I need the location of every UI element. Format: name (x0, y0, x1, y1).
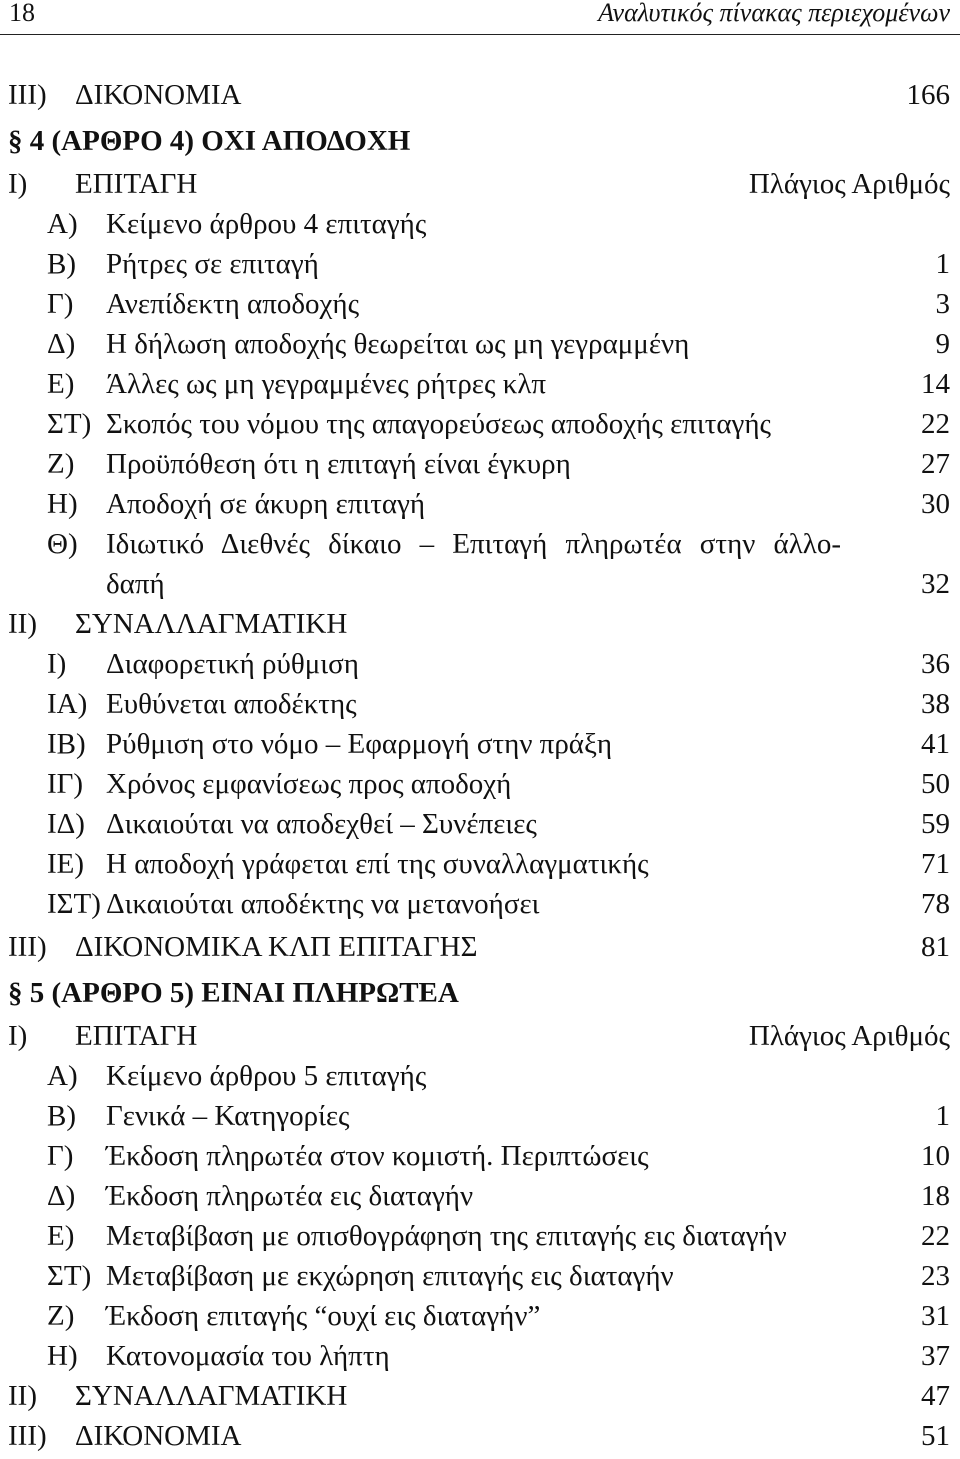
toc-entry: Α) Κείμενο άρθρου 5 επιταγής (47, 1060, 427, 1092)
entry-page: 51 (921, 1420, 950, 1452)
toc-entry: Δ) Η δήλωση αποδοχής θεωρείται ως μη γεγραμμένη 9 (47, 328, 950, 360)
toc-entry: Β) Γενικά – Κατηγορίες 1 (47, 1100, 950, 1132)
toc-entry: ΙΣΤ) Δικαιούται αποδέκτης να μετανοήσει 78 (47, 888, 950, 920)
entry-text-line: Ιδιωτικό Διεθνές δίκαιο – Επιταγή πληρωτέα στην άλλο- (106, 528, 841, 560)
entry-label: ΙΙΙ) (8, 1420, 47, 1452)
toc-entry: Η) Αποδοχή σε άκυρη επιταγή 30 (47, 488, 950, 520)
entry-label: ΙΙΙ) (8, 79, 47, 111)
section-5-heading (0, 970, 960, 1016)
toc-entry: Ε) Μεταβίβαση με οπισθογράφηση της επιταγής εις διαταγήν 22 (47, 1220, 950, 1252)
entry-page: 81 (921, 931, 950, 963)
entry-label: Ι) (8, 1020, 28, 1052)
entry-label: ΙΙ) (8, 608, 37, 640)
toc-entry: ΙΓ) Χρόνος εμφανίσεως προς αποδοχή 50 (47, 768, 950, 800)
entry-title: ΕΠΙΤΑΓΗ (75, 1020, 198, 1052)
entry-text-line: δαπή (106, 568, 165, 600)
entry-label: ΙΙ) (8, 1380, 37, 1412)
toc-entry: ΣΤ) Σκοπός του νόμου της απαγορεύσεως αποδοχής επιταγής 22 (47, 408, 950, 440)
toc-entry: Β) Ρήτρες σε επιταγή 1 (47, 248, 950, 280)
toc-entry: ΣΤ) Μεταβίβαση με εκχώρηση επιταγής εις διαταγήν 23 (47, 1260, 950, 1292)
toc-entry-top-dikonomia (0, 72, 960, 118)
toc-entry-theta-line2: δαπή 32 (0, 564, 960, 604)
section-heading: § 5 (ΑΡΘΡΟ 5) ΕΙΝΑΙ ΠΛΗΡΩΤΕΑ (8, 977, 459, 1009)
entry-label: ΙΙΙ) (8, 931, 47, 963)
toc-entry: Ζ) Προϋπόθεση ότι η επιταγή είναι έγκυρη 27 (47, 448, 950, 480)
page-header (0, 0, 960, 35)
section-heading: § 4 (ΑΡΘΡΟ 4) ΟΧΙ ΑΠΟΔΟΧΗ (8, 125, 411, 157)
toc-entry: Ζ) Έκδοση επιταγής “ουχί εις διαταγήν” 31 (47, 1300, 950, 1332)
toc-entry: Α) Κείμενο άρθρου 4 επιταγής (47, 208, 427, 240)
entry-page: 47 (921, 1380, 950, 1412)
toc-entry: ΙΔ) Δικαιούται να αποδεχθεί – Συνέπειες 59 (47, 808, 950, 840)
toc-entry: ΙΕ) Η αποδοχή γράφεται επί της συναλλαγματικής 71 (47, 848, 950, 880)
toc-content (0, 72, 960, 1456)
entry-title: ΔΙΚΟΝΟΜΙΑ (75, 1420, 242, 1452)
toc-entry: Γ) Έκδοση πληρωτέα στον κομιστή. Περιπτώσεις 10 (47, 1140, 950, 1172)
entry-title: ΕΠΙΤΑΓΗ (75, 168, 198, 200)
toc-entry: Η) Κατονομασία του λήπτη 37 (47, 1340, 950, 1372)
running-title: Αναλυτικός πίνακας περιεχομένων (598, 0, 950, 27)
toc-entry: Γ) Ανεπίδεκτη αποδοχής 3 (47, 288, 950, 320)
entry-title: ΔΙΚΟΝΟΜΙΑ (75, 79, 242, 111)
entry-title: ΣΥΝΑΛΛΑΓΜΑΤΙΚΗ (75, 1380, 348, 1412)
toc-entry: ΙΑ) Ευθύνεται αποδέκτης 38 (47, 688, 950, 720)
entry-title: ΣΥΝΑΛΛΑΓΜΑΤΙΚΗ (75, 608, 348, 640)
entry-page: 166 (906, 79, 950, 111)
page-number: 18 (9, 0, 35, 27)
s4-part-2 (0, 604, 960, 644)
toc-entry: ΙΒ) Ρύθμιση στο νόμο – Εφαρμογή στην πράξη 41 (47, 728, 950, 760)
entry-label: Ι) (8, 168, 28, 200)
toc-entry: Δ) Έκδοση πληρωτέα εις διαταγήν 18 (47, 1180, 950, 1212)
margin-number-heading: Πλάγιος Αριθμός (748, 168, 950, 200)
s5-part-3 (0, 1416, 960, 1456)
entry-title: ΔΙΚΟΝΟΜΙΚΑ ΚΛΠ ΕΠΙΤΑΓΗΣ (75, 931, 478, 963)
margin-number-heading: Πλάγιος Αριθμός (748, 1020, 950, 1052)
s4-part-1 (0, 164, 960, 204)
section-4-heading (0, 118, 960, 164)
s5-part-2 (0, 1376, 960, 1416)
toc-entry: Ε) Άλλες ως μη γεγραμμένες ρήτρες κλπ 14 (47, 368, 950, 400)
toc-entry-theta-line1: Θ) Ιδιωτικό Διεθνές δίκαιο – Επιταγή πληρωτέα στην άλλο- (0, 524, 960, 564)
s5-part-1 (0, 1016, 960, 1056)
s4-part-3 (0, 924, 960, 970)
toc-entry: Ι) Διαφορετική ρύθμιση 36 (47, 648, 950, 680)
